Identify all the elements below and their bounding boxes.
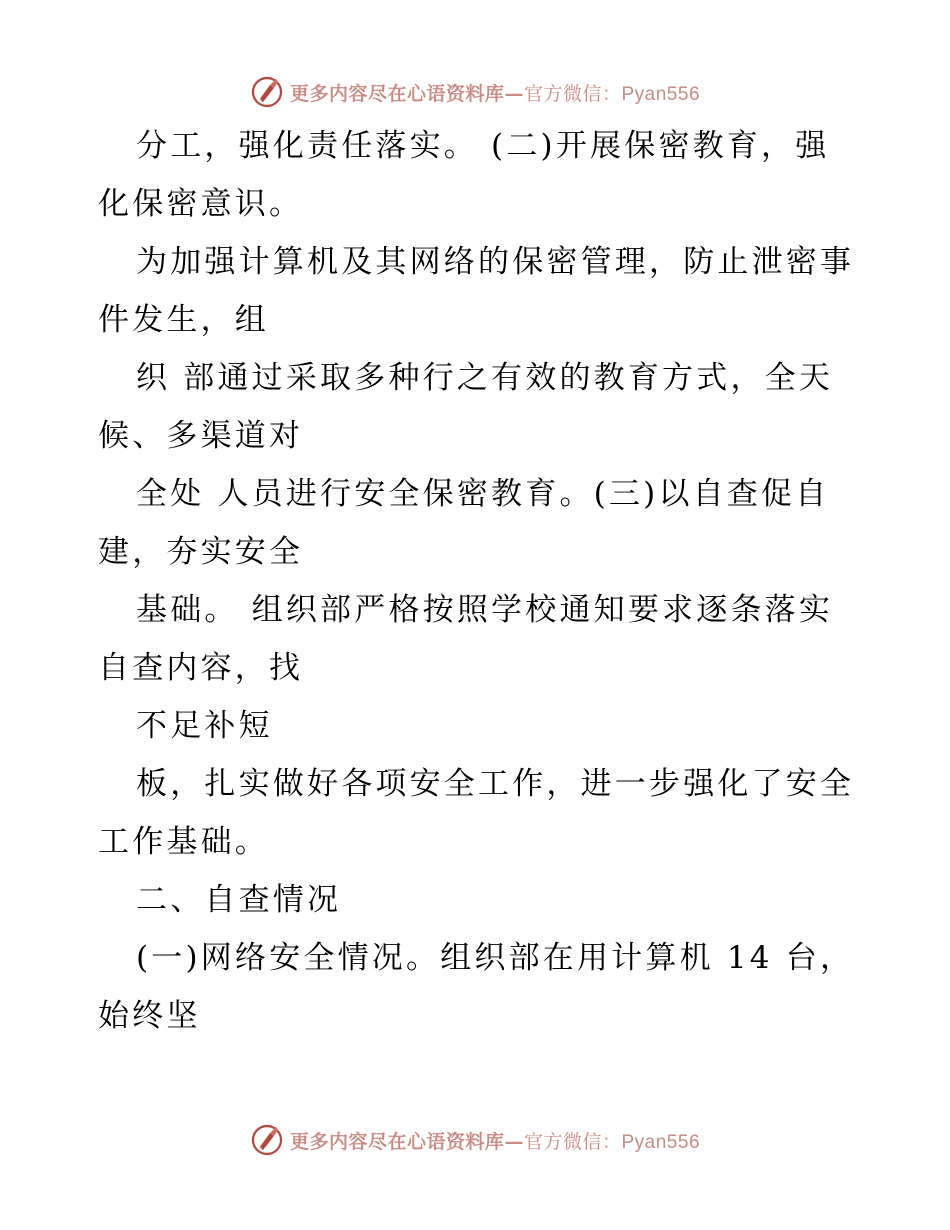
paragraph: 基础。 组织部严格按照学校通知要求逐条落实自查内容，找: [98, 592, 834, 686]
paragraph: 板，扎实做好各项安全工作，进一步强化了安全工作基础。: [98, 766, 855, 860]
banner-text: 更多内容尽在心语资料库—官方微信：Pyan556: [289, 82, 701, 105]
header-banner: [0, 72, 950, 112]
quill-pen-logo-icon: [250, 1123, 284, 1157]
banner-text: 更多内容尽在心语资料库—官方微信：Pyan556: [289, 1130, 701, 1153]
footer-banner: [0, 1120, 950, 1160]
paragraph: 分工，强化责任落实。 (二)开展保密教育，强化保密意识。: [98, 128, 830, 222]
paragraph: 全处 人员进行安全保密教育。(三)以自查促自建，夯实安全: [98, 476, 830, 570]
quill-pen-logo-icon: [250, 75, 284, 109]
document-body: [98, 117, 858, 1045]
section-heading: 二、自查情况: [136, 882, 342, 918]
paragraph: 织 部通过采取多种行之有效的教育方式，全天候、多渠道对: [98, 360, 834, 454]
paragraph: (一)网络安全情况。组织部在用计算机 14 台，始终坚: [98, 940, 855, 1034]
paragraph: 为加强计算机及其网络的保密管理，防止泄密事件发生，组: [98, 244, 855, 338]
paragraph: 不足补短: [136, 708, 273, 744]
